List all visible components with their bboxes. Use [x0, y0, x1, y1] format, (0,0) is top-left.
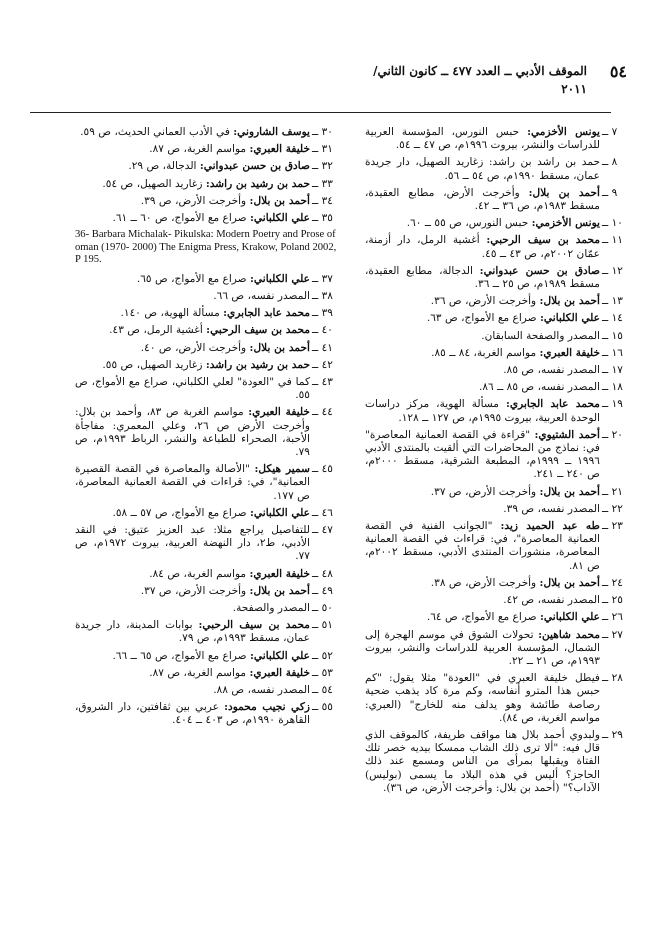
footnote	[365, 520, 627, 573]
footnote	[365, 295, 627, 308]
footnote-number: ٣٠ ــ	[312, 126, 333, 138]
footnote-author: أحمد بن بلال:	[249, 584, 310, 597]
footnote-author: حمد بن رشيد بن راشد:	[205, 358, 310, 371]
footnote	[75, 307, 337, 320]
footnote-text: أغشية الرمل، دار أزمنة، عمّان ٢٠٠٢م، ص ٤٣ ــ ٤٥.	[365, 234, 600, 260]
footnote-author: أحمد بن بلال:	[539, 485, 600, 498]
footnote-text: مواسم الغربة ص ٨٣، وأحمد بن بلال: وأخرجت الأرض ص ٢٦، وعلي المعمري: مفاجأة الأحبة، الصحراء للطباعة والنشر، الرباط ١٩٩٣م، ص ٧٩.	[75, 406, 310, 458]
footnote-number: ٤٦ ــ	[312, 506, 333, 519]
footnote	[75, 585, 337, 598]
footnote	[75, 667, 337, 680]
footnote-text: فيطل خليفة العبري في "العودة" مثلا يقول: "كم حبس هذا المترو أنفاسه، وكم مرة كاد يذهب ضحية رصاصة طائشة وهو يدلف منه للخارج" (العبري: مواسم الغربة، ص ٨٤).	[365, 672, 600, 724]
footnote-number: ٤٨ ــ	[312, 567, 333, 580]
page-header	[30, 62, 627, 104]
footnote	[365, 611, 627, 624]
footnote-number: ٤٧ ــ	[312, 523, 333, 536]
footnote-author: علي الكلباني:	[250, 272, 310, 285]
footnote-author: يوسف الشاروني:	[233, 126, 310, 138]
footnote-text: مواسم الغربة، ص ٨٧.	[149, 143, 250, 156]
footnote-author: أحمد بن بلال:	[249, 194, 310, 207]
footnote-number: ٤٠ ــ	[312, 324, 333, 337]
footnote-text: صراع مع الأمواج، ص ٥٧ ــ ٥٨.	[112, 506, 250, 519]
footnote	[365, 265, 627, 291]
footnote	[75, 650, 337, 663]
footnote-text: أغشية الرمل، ص ٤٣.	[109, 324, 207, 337]
footnote-number: ٢٠ ــ	[602, 428, 623, 441]
footnote	[365, 398, 627, 424]
footnote	[365, 234, 627, 260]
footnote	[75, 376, 337, 402]
footnote-text: صراع مع الأمواج، ص ٦٠ ــ ٦١.	[112, 212, 250, 225]
footnote-text: حبس النورس، ص ٥٥ ــ ٦٠.	[406, 217, 532, 230]
footnote-author: صادق بن حسن عبدواني:	[199, 160, 310, 173]
footnote-number: ٤٥ ــ	[312, 463, 333, 476]
footnote-text: صراع مع الأمواج، ص ٦٤.	[426, 611, 540, 624]
footnote-text: الدجالة، ص ٢٩.	[128, 160, 200, 173]
footnote-author: علي الكلباني:	[540, 611, 600, 624]
footnote-text: المصدر نفسه، ص ٨٨.	[213, 684, 310, 696]
footnote-number: ٥١ ــ	[312, 619, 333, 632]
footnote	[75, 160, 337, 173]
footnote-text: مواسم الغربة، ٨٤ ــ ٨٥.	[431, 346, 540, 359]
footnote-number: ١٢ ــ	[602, 264, 623, 277]
footnote-number: ١٧ ــ	[602, 364, 623, 377]
footnote-text: صراع مع الأمواج، ص ٦٥.	[136, 272, 250, 285]
footnote	[75, 212, 337, 225]
footnote-number: ٣٣ ــ	[312, 177, 333, 190]
footnote-text: وأخرجت الأرض، ص ٣٨.	[430, 576, 540, 589]
footnote-number: ١١ ــ	[602, 234, 623, 247]
header-rule	[30, 112, 611, 113]
footnote-number: ٧ ــ	[602, 126, 618, 138]
footnote	[365, 381, 627, 394]
footnote-text: صراع مع الأمواج، ص ٦٥ ــ ٦٦.	[112, 649, 250, 662]
footnote	[365, 429, 627, 482]
footnote-number: ٢٣ ــ	[602, 520, 623, 533]
footnote-text: صراع مع الأمواج، ص ٦٣.	[426, 312, 540, 325]
footnote-number: ٣٧ ــ	[312, 272, 333, 285]
footnote-number: ٥٣ ــ	[312, 666, 333, 679]
footnote	[75, 143, 337, 156]
footnote-number: ٥٢ ــ	[312, 649, 333, 662]
footnote-text: عربي بين ثقافتين، دار الشروق، القاهرة ١٩٩٠م، ص ٤٠٣ ــ ٤٠٤.	[75, 701, 310, 727]
footnote-text: مسألة الهوية، مركز دراسات الوحدة العربية، بيروت ١٩٩٥م، ص ١٢٧ ــ ١٢٨.	[365, 398, 600, 424]
footnote-author: محمد شاهين:	[538, 628, 600, 641]
footnote-author: محمد عابد الجابري:	[223, 307, 310, 320]
footnote-number: ١٥ ــ	[602, 329, 623, 342]
footnote-text: وأخرجت الأرض، ص ٣٩.	[140, 194, 250, 207]
footnote-number: ٤٩ ــ	[312, 584, 333, 597]
footnote	[75, 290, 337, 303]
footnote-number: ٢٧ ــ	[602, 628, 623, 641]
page-number: ٥٤	[609, 62, 627, 81]
footnotes-column-left	[75, 126, 337, 915]
footnote	[365, 364, 627, 377]
footnote	[75, 324, 337, 337]
footnote-author: خليفة العبري:	[249, 567, 310, 580]
footnote-text: كما في "العودة" لعلي الكلباني، صراع مع الأمواج، ص ٥٥.	[75, 375, 310, 402]
footnote	[75, 273, 337, 286]
footnote-author: محمد بن سيف الرحبي:	[486, 234, 600, 247]
footnote-text: وأخرجت الأرض، ص ٤٠.	[140, 341, 250, 354]
footnote-text: وأخرجت الأرض، مطابع العقيدة، مسقط ١٩٨٣م، ص ٣٦ ــ ٤٢.	[365, 186, 600, 213]
footnote-number: ٢١ ــ	[602, 485, 623, 498]
footnote-text: المصدر نفسه، ص ٨٥ ــ ٨٦.	[478, 381, 600, 394]
footnote	[365, 577, 627, 590]
footnote-text: زغاريد الصهيل، ص ٥٤.	[102, 177, 206, 190]
footnote-author: خليفة العبري:	[539, 346, 600, 359]
footnote-number: ٤٢ ــ	[312, 358, 333, 371]
footnote-number: ١٨ ــ	[602, 381, 623, 394]
footnote-number: ١٣ ــ	[602, 295, 623, 308]
footnote-author: أحمد بن بلال:	[539, 295, 600, 308]
footnote-number: ٣١ ــ	[312, 143, 333, 156]
footnote-text: "قراءة في القصة العمانية المعاصرة" في: نماذج من المحاضرات التي ألقيت بالمنتدى الأدبي ١٩٩٦ ــ ١٩٩٩م، المطبعة الشرقية، مسقط ٢٠٠٠م، ص ٢٤٠ ــ ٢٤١.	[365, 428, 600, 481]
footnote	[75, 524, 337, 564]
footnote-author: طه عبد الحميد زيد:	[500, 520, 600, 533]
footnote-text: تحولات الشوق في موسم الهجرة إلى الشمال، المؤسسة العربية للدراسات والنشر، بيروت ١٩٩٣م، ص ٢١ ــ ٢٢.	[365, 628, 600, 667]
footnote	[75, 619, 337, 645]
footnote-author: يونس الأخزمي:	[527, 126, 600, 138]
footnote	[75, 359, 337, 372]
footnote-author: خليفة العبري:	[249, 143, 310, 156]
journal-year: ٢٠١١	[561, 82, 587, 96]
footnote-number: ٢٢ ــ	[602, 502, 623, 515]
footnote	[365, 330, 627, 343]
footnote	[365, 729, 627, 795]
footnote	[365, 126, 627, 152]
footnote	[365, 347, 627, 360]
footnote-number: ٢٩ ــ	[602, 728, 623, 741]
footnote	[365, 503, 627, 516]
footnote-author: علي الكلباني:	[250, 212, 310, 225]
footnote	[75, 701, 337, 727]
footnote-text: الدجالة، مطابع العقيدة، مسقط ١٩٨٩م، ص ٢٥ ــ ٣٦.	[365, 264, 600, 291]
footnote	[365, 156, 627, 182]
footnote	[75, 406, 337, 459]
footnote-number: ٢٨ ــ	[602, 672, 623, 685]
footnote-text: "الأصالة والمعاصرة في القصة القصيرة العمانية"، في: قراءات في القصة العمانية المعاصرة، ص ١٧٧.	[75, 463, 310, 502]
footnote-number: ٣٩ ــ	[312, 307, 333, 320]
footnote-text: وأخرجت الأرض، ص ٣٧.	[140, 584, 250, 597]
footnote	[365, 629, 627, 669]
footnotes-column-right	[365, 126, 627, 915]
footnote-number: ٢٤ ــ	[602, 576, 623, 589]
footnote-author: محمد بن سيف الرحبي:	[206, 324, 310, 337]
footnote-author: سمير هيكل:	[254, 463, 310, 476]
footnote-number: ١٩ ــ	[602, 398, 623, 411]
footnote-text: المصدر نفسه، ص ٦٦.	[213, 289, 310, 302]
footnote-author: محمد بن سيف الرحبي:	[198, 619, 310, 632]
footnote-number: ١٦ ــ	[602, 346, 623, 359]
footnote-text: المصدر نفسه، ص ٨٥.	[503, 364, 600, 377]
footnote-author: صادق بن حسن عبدواني:	[479, 264, 600, 277]
footnote-text: للتفاصيل يراجع مثلا: عبد العزيز عتيق: في النقد الأدبي، ط٢، دار النهضة العربية، بيروت ١٩٧٢م، ص ٧٧.	[75, 523, 310, 563]
footnote	[75, 195, 337, 208]
footnote-text: مواسم الغربة، ص ٨٧.	[149, 666, 250, 679]
footnote-author: يونس الأخزمي:	[531, 217, 600, 230]
footnote-author: حمد بن رشيد بن راشد:	[205, 177, 310, 190]
journal-title: الموقف الأدبي ــ العدد ٤٧٧ ــ كانون الثاني/	[373, 64, 587, 78]
footnote-author: علي الكلباني:	[250, 506, 310, 519]
footnote-text: زغاريد الصهيل، ص ٥٥.	[102, 358, 206, 371]
footnote-text: المصدر نفسه، ص ٤٢.	[503, 594, 600, 607]
footnote-latin: 36- Barbara Michalak- Pikulska: Modern Poetry and Prose of oman (1970- 2000) The Enigma Press, Krakow, Poland 2002, P 195.	[75, 229, 337, 266]
footnote	[365, 217, 627, 230]
footnote-number: ٣٤ ــ	[312, 194, 333, 207]
footnote-text: "الجوانب الفنية في القصة العمانية المعاصرة"، في: قراءات في القصة العمانية المعاصرة، منشورات المنتدى الأدبي، مسقط ٢٠٠٢م، ص ٨١.	[365, 520, 600, 572]
footnote-author: محمد عابد الجابري:	[505, 398, 600, 411]
footnote-number: ٣٨ ــ	[312, 289, 333, 302]
footnote-author: خليفة العبري:	[249, 666, 310, 679]
footnote	[365, 312, 627, 325]
footnote-text: ولبدوي أحمد بلال هنا مواقف طريفة، كالموقف الذي قال فيه: "ألا ترى ذلك الشاب ممسكا بيديه خصر تلك الفتاة ويقبلها بمرأى من الناس ومسمع عند ذلك الحاجز؟ أليس في هذه البلاد ما يسمى (بوليس) الآداب؟" (أحمد بن بلال: وأخرجت الأرض، ص ٣٦).	[365, 728, 600, 794]
footnote	[365, 187, 627, 213]
footnote	[75, 126, 337, 139]
footnote-number: ٨ ــ	[602, 156, 618, 169]
footnote	[365, 672, 627, 725]
footnote-number: ٩ ــ	[602, 186, 618, 199]
footnote-author: أحمد بن بلال:	[249, 341, 310, 354]
footnote-text: حمد بن راشد بن راشد: زغاريد الصهيل، دار جريدة عمان، مسقط ١٩٩٠م، ص ٥٤ ــ ٥٦.	[365, 156, 600, 182]
footnote-number: ٢٥ ــ	[602, 594, 623, 607]
footnote	[75, 684, 337, 697]
footnote-number: ١٠ ــ	[602, 217, 623, 230]
footnote-text: بوابات المدينة، دار جريدة عمان، مسقط ١٩٩٣م، ص ٧٩.	[75, 619, 310, 645]
footnote-author: علي الكلباني:	[540, 312, 600, 325]
footnote-author: زكي نجيب محمود:	[224, 701, 310, 714]
footnote-number: ٤٤ ــ	[312, 406, 333, 419]
footnote-author: أحمد بن بلال:	[528, 186, 601, 199]
footnote-number: ٤١ ــ	[312, 341, 333, 354]
footnote-text: مواسم الغربة، ص ٨٤.	[149, 567, 250, 580]
footnote	[75, 342, 337, 355]
footnote-author: أحمد الشتيوي:	[534, 428, 600, 441]
footnote-number: ١٤ ــ	[602, 312, 623, 325]
footnote	[75, 507, 337, 520]
footnote	[365, 594, 627, 607]
footnote-text: المصدر والصفحة.	[232, 601, 310, 614]
footnote-author: علي الكلباني:	[250, 649, 310, 662]
footnote	[75, 178, 337, 191]
footnote-text: مسألة الهوية، ص ١٤٠.	[120, 307, 224, 320]
footnote-number: ٣٢ ــ	[312, 160, 333, 173]
footnote	[75, 463, 337, 503]
footnote-text: وأخرجت الأرض، ص ٣٦.	[430, 295, 540, 308]
footnote-text: حبس النورس، المؤسسة العربية للدراسات والنشر، بيروت ١٩٩٦م، ص ٤٧ ــ ٥٤.	[365, 126, 600, 152]
footnote-number: ٢٦ ــ	[602, 611, 623, 624]
footnote-number: ٥٥ ــ	[312, 701, 333, 714]
footnote-number: ٣٥ ــ	[312, 212, 333, 225]
footnote-number: ٤٣ ــ	[312, 375, 333, 388]
footnote-text: في الأدب العماني الحديث، ص ٥٩.	[80, 126, 234, 138]
footnote-text: وأخرجت الأرض، ص ٣٧.	[430, 485, 540, 498]
footnote-author: خليفة العبري:	[248, 406, 310, 419]
footnote	[365, 486, 627, 499]
footnote	[75, 602, 337, 615]
footnote	[75, 568, 337, 581]
footnote-text: المصدر نفسه، ص ٣٩.	[503, 502, 600, 515]
footnote-number: ٥٠ ــ	[312, 601, 333, 614]
footnote-number: ٥٤ ــ	[312, 684, 333, 696]
footnote-text: المصدر والصفحة السابقان.	[481, 329, 600, 342]
footnote-author: أحمد بن بلال:	[539, 576, 600, 589]
